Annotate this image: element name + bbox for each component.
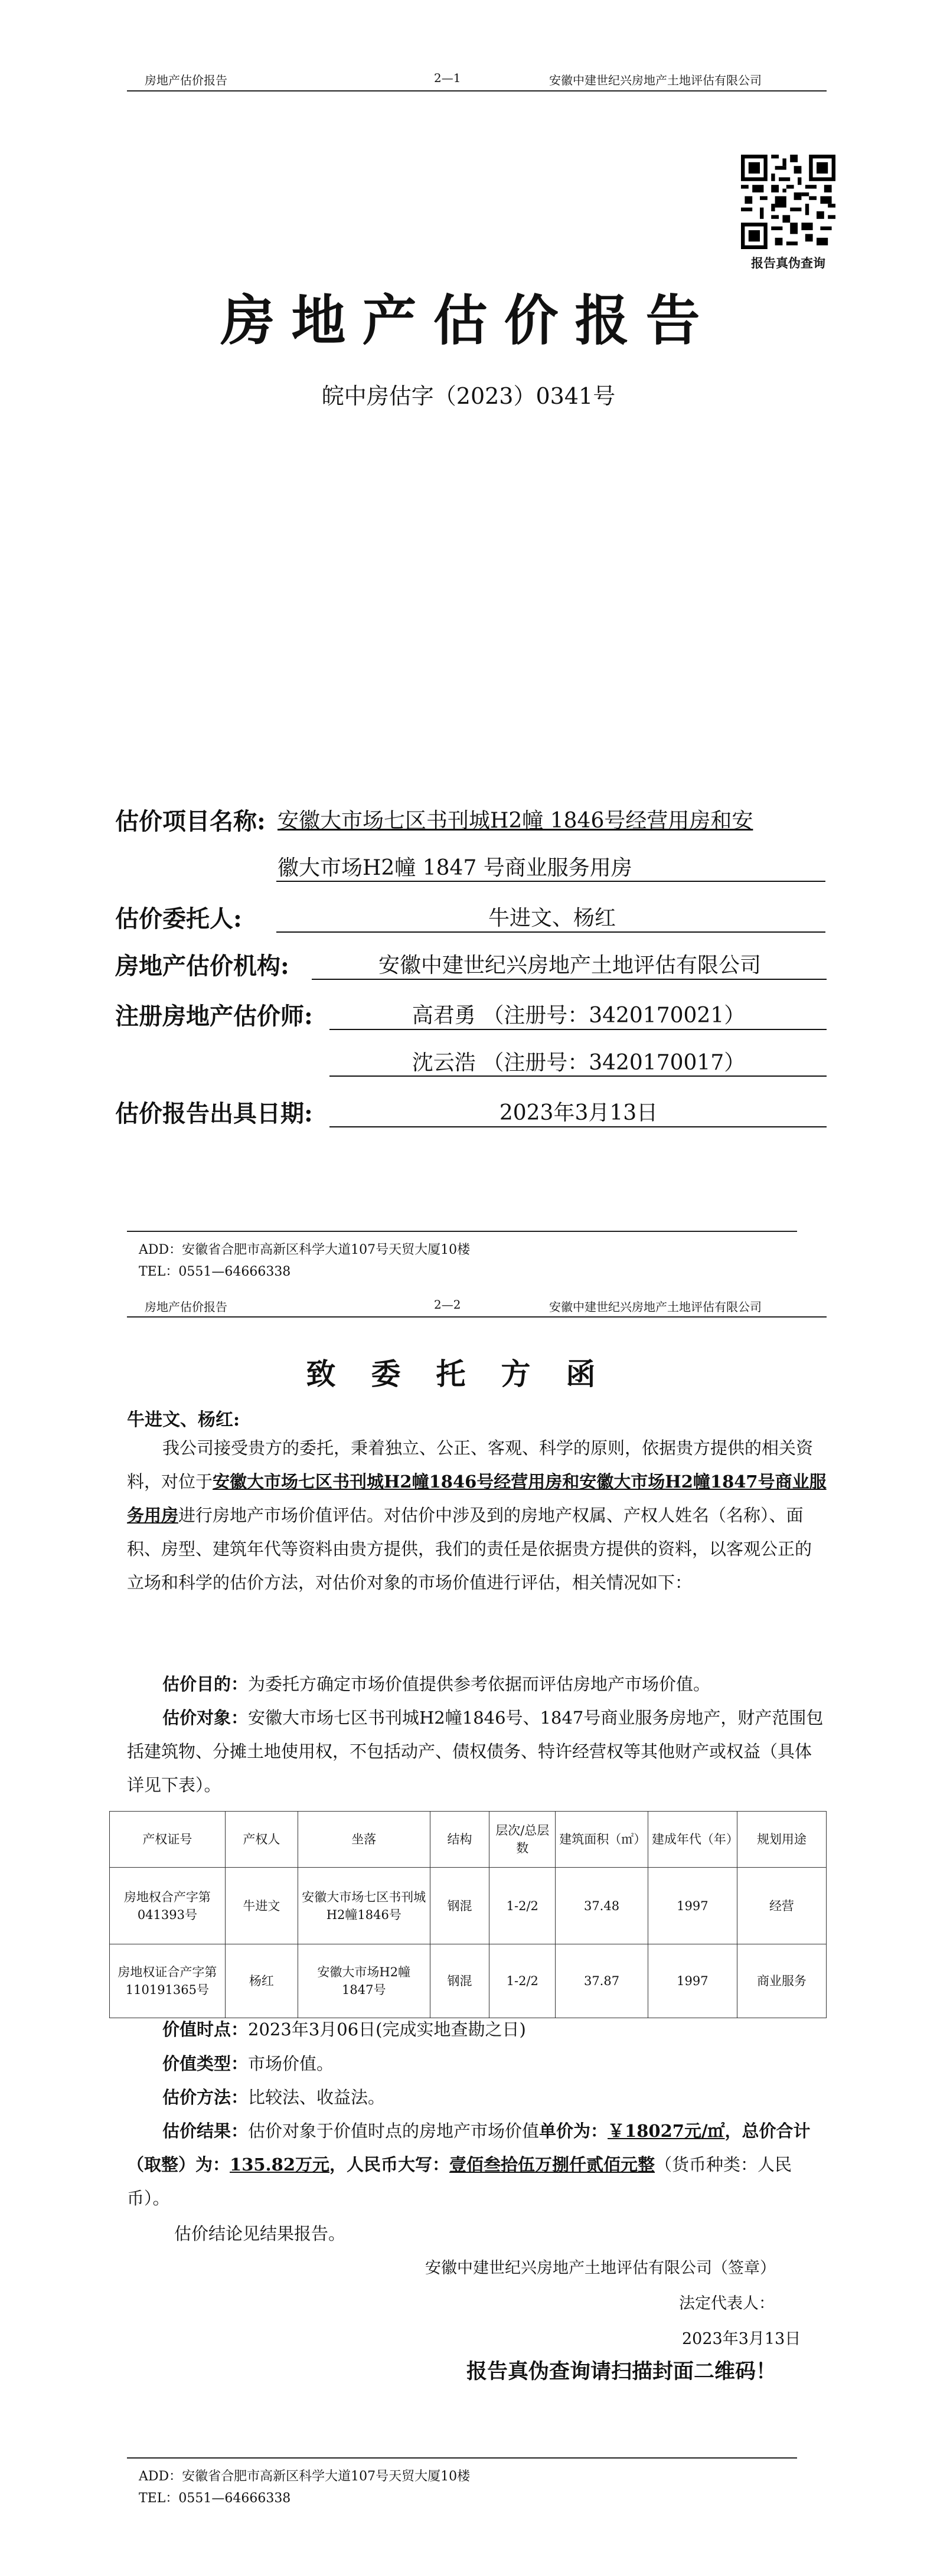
appraiser-2: 沈云浩 （注册号：3420170017） bbox=[412, 1051, 746, 1075]
footer-tel: TEL：0551—64666338 bbox=[139, 1264, 291, 1279]
col-header: 规划用途 bbox=[737, 1812, 826, 1868]
result bbox=[127, 2114, 830, 2215]
client-label: 估价委托人: bbox=[115, 905, 242, 933]
letter-title: 致委托方函 bbox=[306, 1356, 631, 1391]
qr-code[interactable] bbox=[741, 155, 835, 249]
table-cell: 商业服务 bbox=[737, 1944, 826, 2018]
table-cell: 杨红 bbox=[225, 1944, 298, 2018]
result-upper: 壹佰叁拾伍万捌仟贰佰元整 bbox=[449, 2155, 655, 2175]
value-date-label: 价值时点： bbox=[162, 2019, 249, 2039]
col-header: 产权证号 bbox=[110, 1812, 226, 1868]
sign-date: 2023年3月13日 bbox=[682, 2330, 801, 2348]
value-type-text: 市场价值。 bbox=[248, 2054, 334, 2074]
property-table bbox=[109, 1811, 827, 2018]
table-cell: 1997 bbox=[648, 1868, 737, 1944]
table-cell: 房地权合产字第041393号 bbox=[110, 1868, 226, 1944]
col-header: 坐落 bbox=[298, 1812, 430, 1868]
table-row bbox=[110, 1944, 827, 2018]
table-cell: 37.87 bbox=[556, 1944, 648, 2018]
table-cell: 牛进文 bbox=[225, 1868, 298, 1944]
result-b: ，总价合计（取整）为： bbox=[127, 2121, 811, 2175]
footer-address: ADD：安徽省合肥市高新区科学大道107号天贸大厦10楼 bbox=[139, 1243, 471, 1257]
appraiser-1-underline bbox=[329, 1029, 827, 1030]
result-d: （货币种类：人民币）。 bbox=[127, 2155, 792, 2208]
footer-tel: TEL：0551—64666338 bbox=[139, 2491, 291, 2506]
value-date-text: 2023年3月06日(完成实地查勘之日) bbox=[248, 2019, 526, 2039]
object bbox=[127, 1701, 827, 1802]
project-underline bbox=[276, 881, 825, 882]
table-cell: 房地权证合产字第110191365号 bbox=[110, 1944, 226, 2018]
appraiser-1: 高君勇 （注册号：3420170021） bbox=[412, 1003, 746, 1028]
footer-rule bbox=[127, 1231, 797, 1232]
object-text: 安徽大市场七区书刊城H2幢1846号、1847号商业服务房地产，财产范围包括建筑物、分摊土地使用权，不包括动产、债权债务、特许经营权等其他财产或权益（具体详见下表）。 bbox=[127, 1708, 824, 1795]
table-cell: 1-2/2 bbox=[489, 1944, 556, 2018]
project-label: 估价项目名称: bbox=[115, 808, 266, 835]
table-cell: 安徽大市场七区书刊城H2幢1846号 bbox=[298, 1868, 430, 1944]
paragraph-1 bbox=[127, 1431, 827, 1600]
result-a: 估价对象于价值时点的房地产市场价值 bbox=[248, 2121, 540, 2141]
agency-label: 房地产估价机构: bbox=[115, 952, 289, 980]
value-date bbox=[162, 2013, 526, 2047]
client-value: 牛进文、杨红 bbox=[488, 906, 616, 930]
appraiser-label: 注册房地产估价师: bbox=[115, 1002, 313, 1030]
header-rule bbox=[127, 90, 827, 91]
client-underline bbox=[276, 931, 825, 933]
header-left: 房地产估价报告 bbox=[145, 1300, 227, 1314]
object-label: 估价对象： bbox=[162, 1708, 249, 1728]
salutation: 牛进文、杨红: bbox=[127, 1410, 240, 1430]
agency-value: 安徽中建世纪兴房地产土地评估有限公司 bbox=[378, 953, 761, 978]
footer-address: ADD：安徽省合肥市高新区科学大道107号天贸大厦10楼 bbox=[139, 2469, 471, 2484]
para1-c: 进行房地产市场价值评估。对估价中涉及到的房地产权属、产权人姓名（名称）、面积、房型、建筑年代等资料由贵方提供，我们的责任是依据贵方提供的资料，以客观公正的立场和科学的估价方法，对估价对象的市场价值进行评估，相关情况如下： bbox=[127, 1505, 812, 1593]
date-label: 估价报告出具日期: bbox=[115, 1100, 313, 1127]
table-cell: 安徽大市场H2幢1847号 bbox=[298, 1944, 430, 2018]
result-unit-label: 单价为： bbox=[539, 2121, 608, 2141]
table-cell: 37.48 bbox=[556, 1868, 648, 1944]
value-type-label: 价值类型： bbox=[162, 2054, 249, 2074]
method-label: 估价方法： bbox=[162, 2087, 249, 2107]
purpose-text: 为委托方确定市场价值提供参考依据而评估房地产市场价值。 bbox=[248, 1674, 711, 1694]
header-company: 安徽中建世纪兴房地产土地评估有限公司 bbox=[549, 1300, 762, 1314]
col-header: 结构 bbox=[430, 1812, 489, 1868]
purpose-label: 估价目的： bbox=[162, 1674, 249, 1694]
conclusion: 估价结论见结果报告。 bbox=[174, 2224, 346, 2244]
header-left: 房地产估价报告 bbox=[145, 73, 227, 87]
result-unit-value: ￥18027元/㎡ bbox=[608, 2121, 725, 2141]
col-header: 建成年代（年） bbox=[648, 1812, 737, 1868]
appraiser-2-underline bbox=[329, 1075, 827, 1077]
report-number: 皖中房估字（2023）0341号 bbox=[321, 383, 616, 409]
footer-rule bbox=[127, 2457, 797, 2459]
project-value-line1: 安徽大市场七区书刊城H2幢 1846号经营用房和安 bbox=[277, 809, 753, 833]
table-cell: 1997 bbox=[648, 1944, 737, 2018]
header-rule bbox=[127, 1316, 827, 1318]
company-sign: 安徽中建世纪兴房地产土地评估有限公司（签章） bbox=[425, 2259, 776, 2277]
header-page-number: 2—2 bbox=[434, 1297, 461, 1312]
value-type bbox=[162, 2047, 334, 2081]
purpose bbox=[127, 1668, 827, 1701]
project-value-line2: 徽大市场H2幢 1847 号商业服务用房 bbox=[277, 856, 632, 880]
table-cell: 1-2/2 bbox=[489, 1868, 556, 1944]
header-company: 安徽中建世纪兴房地产土地评估有限公司 bbox=[549, 73, 762, 87]
table-header-row bbox=[110, 1812, 827, 1868]
agency-underline bbox=[312, 979, 827, 980]
method-text: 比较法、收益法。 bbox=[248, 2087, 386, 2107]
para1-a: 我公司接受贵方的委托，秉着独立、公正、客观、科学的原则，依据贵方提供的相关资料，对位于 bbox=[127, 1438, 814, 1492]
method bbox=[162, 2081, 385, 2114]
table-cell: 钢混 bbox=[430, 1868, 489, 1944]
table-row bbox=[110, 1868, 827, 1944]
para1-property: 安徽大市场七区书刊城H2幢1846号经营用房和安徽大市场H2幢1847号商业服务用房 bbox=[127, 1472, 827, 1525]
verify-notice: 报告真伪查询请扫描封面二维码！ bbox=[466, 2359, 777, 2384]
result-total: 135.82万元 bbox=[230, 2155, 330, 2175]
qr-caption: 报告真伪查询 bbox=[751, 256, 825, 270]
col-header: 层次/总层数 bbox=[489, 1812, 556, 1868]
result-label: 估价结果： bbox=[162, 2121, 249, 2141]
date-value: 2023年3月13日 bbox=[499, 1101, 658, 1125]
col-header: 建筑面积（㎡） bbox=[556, 1812, 648, 1868]
result-c: ，人民币大写： bbox=[329, 2155, 450, 2175]
header-page-number: 2—1 bbox=[434, 71, 461, 85]
date-underline bbox=[329, 1126, 827, 1127]
col-header: 产权人 bbox=[225, 1812, 298, 1868]
table-cell: 钢混 bbox=[430, 1944, 489, 2018]
legal-representative: 法定代表人： bbox=[679, 2294, 775, 2313]
report-title: 房地产估价报告 bbox=[220, 289, 717, 352]
table-cell: 经营 bbox=[737, 1868, 826, 1944]
